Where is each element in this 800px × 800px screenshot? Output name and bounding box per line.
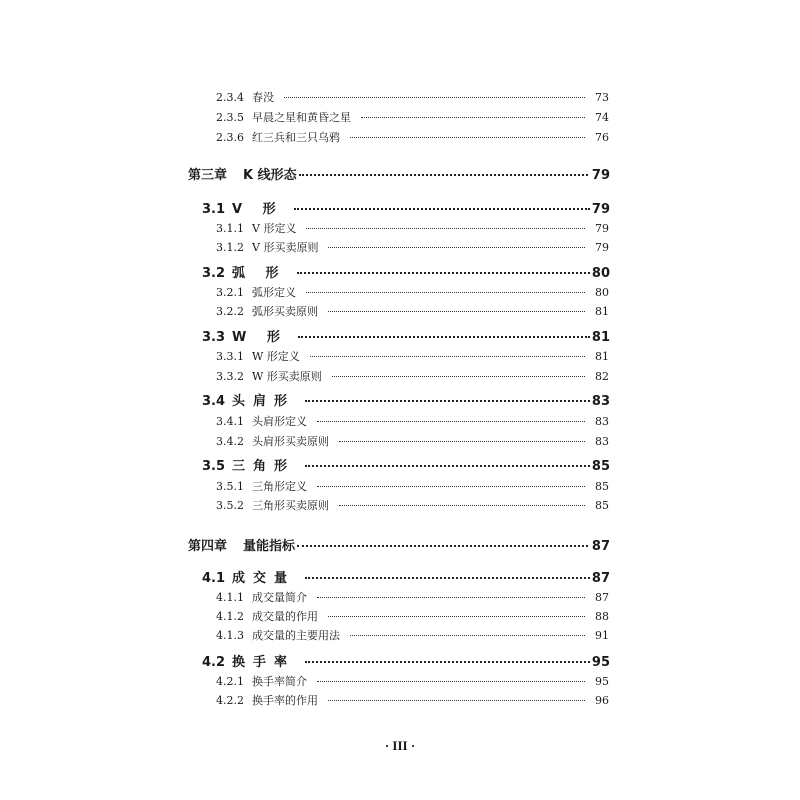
toc-entry-title: V 形买卖原则 <box>252 240 319 254</box>
toc-entry-title: 成交量的作用 <box>252 609 318 623</box>
toc-entry-title: W 形定义 <box>252 349 300 363</box>
toc-entry-number: 3.5.1 <box>216 479 244 493</box>
toc-entry-number: 第三章 <box>188 167 228 183</box>
toc-entry-title: 成交量 <box>232 570 296 586</box>
toc-entry-number: 3.4.1 <box>216 414 244 428</box>
toc-entry-page: 83 <box>595 414 609 428</box>
toc-entry-number: 4.1.3 <box>216 628 244 642</box>
toc-entry-number: 3.3 <box>202 329 226 345</box>
toc-entry-chap <box>188 164 610 186</box>
toc-entry-sec <box>202 327 610 347</box>
toc-entry-title: 三角形买卖原则 <box>252 498 329 512</box>
toc-entry-sub <box>216 412 609 430</box>
toc-entry-title: 三角形 <box>232 458 296 474</box>
toc-entry-title: V 形定义 <box>252 221 297 235</box>
toc-entry-page: 79 <box>595 240 609 254</box>
toc-entry-page: 73 <box>595 90 609 104</box>
page-number-footer: · III · <box>384 738 416 753</box>
toc-entry-sub <box>216 128 609 146</box>
toc-entry-sub <box>216 238 609 256</box>
toc-entry-number: 4.1.2 <box>216 609 244 623</box>
toc-entry-page: 80 <box>595 285 609 299</box>
toc-leader-dots <box>317 597 585 598</box>
toc-leader-dots <box>328 616 585 617</box>
toc-entry-title: 弧形定义 <box>252 285 296 299</box>
toc-entry-page: 80 <box>591 265 610 281</box>
toc-entry-sec <box>202 568 610 588</box>
toc-entry-page: 79 <box>591 201 610 217</box>
toc-entry-number: 3.2 <box>202 265 226 281</box>
toc-entry-page: 76 <box>595 130 609 144</box>
toc-entry-number: 3.5.2 <box>216 498 244 512</box>
toc-entry-title: 弧形买卖原则 <box>252 304 318 318</box>
toc-entry-page: 81 <box>595 349 609 363</box>
toc-entry-number: 3.1 <box>202 201 226 217</box>
toc-entry-sec <box>202 199 610 219</box>
toc-leader-dots <box>328 311 585 312</box>
toc-leader-dots <box>339 441 585 442</box>
toc-entry-title: 换手率的作用 <box>252 693 318 707</box>
toc-entry-title: W 形 <box>232 329 288 345</box>
toc-entry-title: 春没 <box>252 90 274 104</box>
toc-entry-number: 3.1.1 <box>216 221 244 235</box>
toc-entry-number: 第四章 <box>188 538 228 554</box>
toc-entry-number: 3.3.2 <box>216 369 244 383</box>
toc-entry-number: 3.2.2 <box>216 304 244 318</box>
toc-entry-number: 3.4.2 <box>216 434 244 448</box>
toc-leader-dots <box>317 421 585 422</box>
toc-entry-page: 79 <box>595 221 609 235</box>
toc-leader-dots <box>305 661 590 663</box>
toc-leader-dots <box>317 681 585 682</box>
toc-leader-dots <box>361 117 585 118</box>
toc-entry-page: 79 <box>591 167 610 183</box>
toc-entry-number: 2.3.5 <box>216 110 244 124</box>
toc-entry-page: 88 <box>595 609 609 623</box>
toc-entry-title: 头肩形买卖原则 <box>252 434 329 448</box>
toc-entry-title: 成交量简介 <box>252 590 307 604</box>
toc-entry-sub <box>216 588 609 606</box>
toc-entry-page: 96 <box>595 693 609 707</box>
toc-leader-dots <box>306 292 585 293</box>
toc-entry-title: 三角形定义 <box>252 479 307 493</box>
toc-entry-sub <box>216 283 609 301</box>
toc-leader-dots <box>297 545 588 547</box>
toc-entry-number: 3.3.1 <box>216 349 244 363</box>
toc-leader-dots <box>294 208 590 210</box>
toc-entry-page: 87 <box>595 590 609 604</box>
toc-entry-page: 74 <box>595 110 609 124</box>
toc-leader-dots <box>305 400 590 402</box>
toc-entry-number: 2.3.4 <box>216 90 244 104</box>
toc-entry-page: 83 <box>595 434 609 448</box>
toc-entry-sub <box>216 607 609 625</box>
toc-entry-number: 4.1.1 <box>216 590 244 604</box>
toc-entry-page: 91 <box>595 628 609 642</box>
toc-entry-sub <box>216 302 609 320</box>
toc-entry-sub <box>216 626 609 644</box>
toc-entry-title: 弧 形 <box>232 265 287 281</box>
toc-entry-number: 4.2.1 <box>216 674 244 688</box>
toc-entry-title: 成交量的主要用法 <box>252 628 340 642</box>
toc-leader-dots <box>310 356 585 357</box>
toc-leader-dots <box>350 137 585 138</box>
toc-leader-dots <box>328 700 585 701</box>
toc-entry-number: 3.1.2 <box>216 240 244 254</box>
toc-entry-sub <box>216 672 609 690</box>
toc-entry-page: 85 <box>591 458 610 474</box>
toc-entry-title: 头肩形 <box>232 393 296 409</box>
toc-entry-page: 85 <box>595 498 609 512</box>
toc-entry-sec <box>202 456 610 476</box>
toc-leader-dots <box>339 505 585 506</box>
toc-leader-dots <box>317 486 585 487</box>
toc-leader-dots <box>305 465 590 467</box>
toc-entry-page: 87 <box>591 570 610 586</box>
toc-entry-title: W 形买卖原则 <box>252 369 322 383</box>
toc-entry-page: 95 <box>595 674 609 688</box>
toc-entry-sub <box>216 88 609 106</box>
toc-entry-sub <box>216 219 609 237</box>
toc-entry-number: 3.2.1 <box>216 285 244 299</box>
toc-entry-sub <box>216 108 609 126</box>
toc-entry-number: 3.5 <box>202 458 226 474</box>
toc-leader-dots <box>297 272 590 274</box>
toc-leader-dots <box>332 376 585 377</box>
toc-leader-dots <box>305 577 590 579</box>
toc-entry-sub <box>216 367 609 385</box>
toc-entry-sub <box>216 347 609 365</box>
toc-entry-sub <box>216 691 609 709</box>
toc-entry-sub <box>216 496 609 514</box>
toc-entry-page: 82 <box>595 369 609 383</box>
toc-entry-title: 量能指标 <box>243 538 296 554</box>
toc-leader-dots <box>284 97 585 98</box>
toc-entry-chap <box>188 535 610 557</box>
toc-entry-page: 81 <box>591 329 610 345</box>
toc-entry-title: V 形 <box>232 201 284 217</box>
toc-entry-title: 红三兵和三只乌鸦 <box>252 130 340 144</box>
toc-entry-page: 87 <box>591 538 610 554</box>
toc-entry-page: 95 <box>591 654 610 670</box>
toc-entry-title: 换手率简介 <box>252 674 307 688</box>
toc-entry-number: 4.2.2 <box>216 693 244 707</box>
toc-entry-number: 4.1 <box>202 570 226 586</box>
toc-leader-dots <box>328 247 585 248</box>
toc-leader-dots <box>299 174 588 176</box>
toc-entry-number: 4.2 <box>202 654 226 670</box>
toc-entry-sec <box>202 652 610 672</box>
toc-entry-number: 2.3.6 <box>216 130 244 144</box>
toc-entry-title: 换手率 <box>232 654 296 670</box>
toc-entry-sec <box>202 263 610 283</box>
toc-entry-title: 头肩形定义 <box>252 414 307 428</box>
toc-entry-sec <box>202 391 610 411</box>
toc-entry-sub <box>216 432 609 450</box>
toc-entry-number: 3.4 <box>202 393 226 409</box>
toc-entry-sub <box>216 477 609 495</box>
toc-leader-dots <box>350 635 585 636</box>
toc-entry-page: 81 <box>595 304 609 318</box>
toc-leader-dots <box>298 336 590 338</box>
toc-entry-page: 83 <box>591 393 610 409</box>
toc-leader-dots <box>306 228 585 229</box>
toc-entry-title: K 线形态 <box>243 167 297 183</box>
toc-entry-title: 早晨之星和黄昏之星 <box>252 110 351 124</box>
toc-entry-page: 85 <box>595 479 609 493</box>
